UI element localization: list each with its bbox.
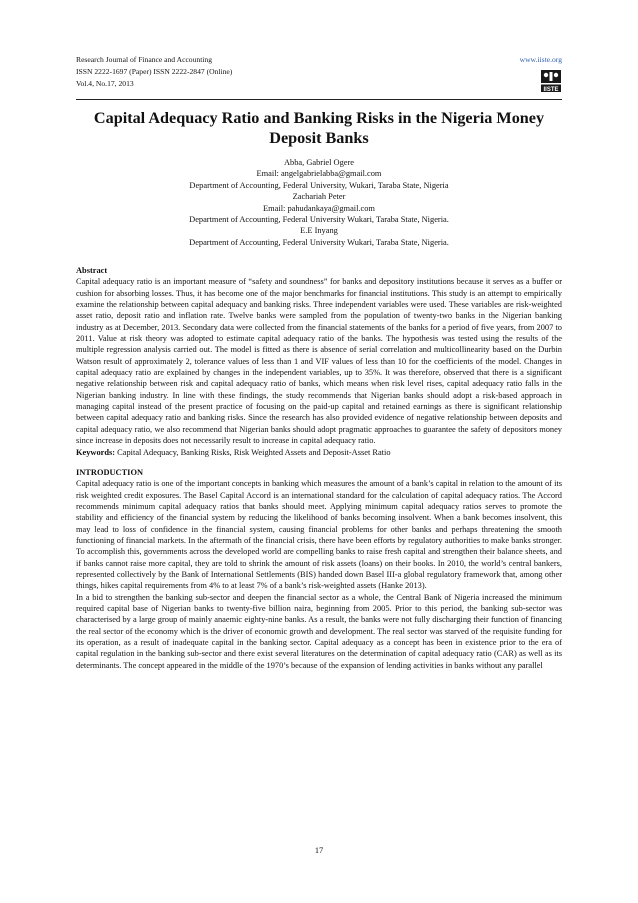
- journal-website-link[interactable]: www.iiste.org: [519, 55, 562, 64]
- journal-volume: Vol.4, No.17, 2013: [76, 79, 134, 89]
- author-affiliation: Department of Accounting, Federal University, Wukari, Taraba State, Nigeria: [189, 180, 449, 190]
- svg-text:IISTE: IISTE: [543, 86, 559, 93]
- author-name: E.E Inyang: [300, 226, 338, 236]
- author-email: Email: pahudankaya@gmail.com: [263, 203, 375, 213]
- keywords: [76, 447, 562, 458]
- abstract-text: Capital adequacy ratio is an important measure of “safety and soundness” for banks and depository institutions because it serves as a buffer or cushion for absorbing losses. Thus, it has become one of the major benchmarks for financial institutions. This study is an attempt to empirically examine the relationship between capital adequacy and banking risks. Three independent variables were used. These variables are risk-weighted asset ratio, deposit ratio and inflation rate. Twelve banks were sampled from the population of twenty-two banks in the Nigerian banking industry as at December, 2013. Secondary data were collected from the financial statements of the banks for a period of five years, from 2007 to 2011. Value at risk theory was adopted to estimate capital adequacy ratio of the banks. The hypothesis was tested using the results of the multiple regression analysis carried out. The model is fitted as there is absence of serial correlation and multicollinearity based on the Durbin Watson result of approximately 2, tolerance values of less than 1 and VIF values of less than 10 for the coefficients of the model. Changes in capital adequacy ratio are explained by changes in the independent variables, up to 35%. It was therefore, observed that there is a significant negative relationship between risk and capital adequacy ratio of banks, which means when risk level rises, capital adequacy ratio falls in the Nigerian banking industry. In line with these findings, the study recommends that Nigerian banks should adopt a risk-based approach in managing capital instead of the present practice of focusing on the paid-up capital and retained earnings as there is significant relationship between capital adequacy ratio and banking risks. Since the research has also provided evidence of negative relationship between deposits and capital adequacy ratio, we also recommend that Nigerian banks should adopt pragmatic approaches to guarantee the safety of depositors money since increase in deposits does not necessarily result to increase in capital adequacy ratio.: [76, 277, 562, 446]
- page-number: 17: [314, 846, 324, 855]
- journal-issn: ISSN 2222-1697 (Paper) ISSN 2222-2847 (Online): [76, 67, 233, 77]
- introduction-heading: INTRODUCTION: [76, 467, 144, 477]
- author-name: Zachariah Peter: [292, 192, 346, 202]
- author-affiliation: Department of Accounting, Federal University Wukari, Taraba State, Nigeria.: [189, 237, 449, 247]
- keywords-text: Capital Adequacy, Banking Risks, Risk Weighted Assets and Deposit-Asset Ratio: [117, 447, 391, 457]
- author-block: [76, 157, 562, 248]
- paper-title: Capital Adequacy Ratio and Banking Risks in the Nigeria Money Deposit Banks: [93, 109, 545, 147]
- author-affiliation: Department of Accounting, Federal University Wukari, Taraba State, Nigeria.: [189, 215, 449, 225]
- paper-body: [76, 265, 562, 671]
- header-rule: [76, 99, 562, 100]
- author-email: Email: angelgabrielabba@gmail.com: [256, 169, 382, 179]
- abstract-heading: Abstract: [76, 266, 108, 275]
- journal-info: [76, 54, 232, 91]
- introduction-paragraph-2: In a bid to strengthen the banking sub-sector and deepen the financial sector as a whole, the Central Bank of Nigeria increased the minimum required capital base of Nigerian banks to twenty-five billion naira, beginning from 2005. Prior to this period, the banking sub-sector was characterised by a large group of mainly anaemic eighty-nine banks. As a result, the banks were not fully discharging their function of financing the real sector of the economy which is the driver of economic growth and development. The real sector was starved of the requisite funding for its operation, as a result of inadequate capital in the banking sector. Capital adequacy as a concept has been in existence prior to the era of capital regulation in the banking sub-sector and there exist several literatures on the determination of capital adequacy ratio (CAR) as well as its determinants. The concept appeared in the middle of the 1970’s because of the expansion of lending activities in banks without any parallel: [76, 592, 562, 670]
- introduction-paragraph-1: Capital adequacy ratio is one of the important concepts in banking which measures the amount of a bank’s capital in relation to the amount of its risk weighted credit exposures. The Basel Capital Accord is an international standard for the calculation of capital adequacy ratios. The Accord recommends minimum capital adequacy ratios that banks should meet. Applying minimum capital adequacy ratios serves to promote the stability and efficiency of the financial system by reducing the likelihood of banks becoming insolvent. When a bank becomes insolvent, this may lead to loss of confidence in the financial system, causing financial problems for other banks and perhaps threatening the smooth functioning of financial markets. In the aftermath of the financial crisis, there have been efforts by regulatory authorities to make banks stronger. To accomplish this, governments across the developed world are compelling banks to raise fresh capital and strengthen their balance sheets, and if banks cannot raise more capital, they are told to shrink the amount of risk assets (loans) on their books. In 2010, the world’s central bankers, represented collectively by the Bank of International Settlements (BIS) handed down Basel III-a global regulatory framework that, among other things, hikes capital requirements from 4% to at least 7% of a bank’s risk-weighted assets (Hanke 2013).: [76, 479, 562, 591]
- journal-name: Research Journal of Finance and Accounting: [76, 55, 213, 64]
- author-name: Abba, Gabriel Ogere: [284, 158, 354, 167]
- keywords-label: Keywords:: [76, 447, 116, 457]
- iiste-logo: [540, 69, 562, 93]
- page-header: [76, 54, 562, 98]
